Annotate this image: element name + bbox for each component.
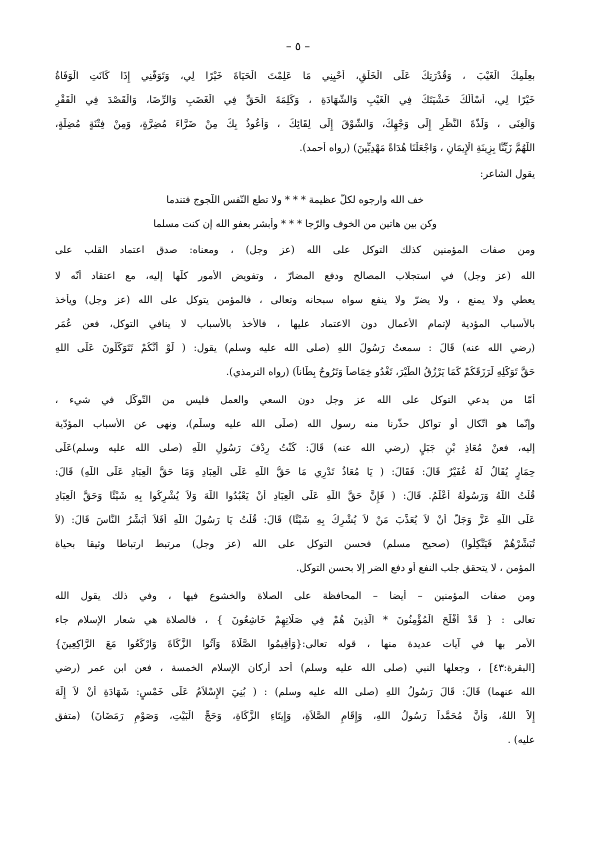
text-line: قُلْتُ اللَّهُ وَرَسُولُهُ أَعْلَمُ. قَالَ: ( فَإِنَّ حَقَّ اللَّهِ عَلَى الْعِبَادِ أَنْ يَعْبُدُوا اللَّهَ وَلاَ يُشْرِكُوا بِهِ شَيْئًا وَحَقَّ الْعِبَادِ [55,491,535,502]
text-line: تعالى : { قَدْ أَفْلَحَ الْمُؤْمِنُونَ * الَّذِينَ هُمْ فِي صَلَاتِهِمْ خَاشِعُونَ } ، فالصلاة هي شعار الإسلام جاء [55,615,535,626]
text-line: الأمر بها في آيات عديدة منها ، قوله تعالى:{وَأَقِيمُوا الصَّلَاةَ وَآتُوا الزَّكَاةَ وَارْكَعُوا مَعَ الرَّاكِعِينَ} [55,639,535,650]
text-line: بعِلْمِكَ الْغَيْبَ ، وَقُدْرَتِكَ عَلَى الْخَلْقِ، أَحْيِنِي مَا عَلِمْتَ الْحَيَاةَ خَيْرًا لِي، وَتَوَفَّنِي إِذَا كَانَتِ الْوَفَاةُ [55,71,535,82]
text-line: عَلَى اللَّهِ عَزَّ وَجَلَّ أَنْ لاَ يُعَذِّبَ مَنْ لاَ يُشْرِكُ بِهِ شَيْئًا) قَالَ: قُلْتُ يَا رَسُولَ اللَّهِ أَفَلاَ أُبَشِّرُ النَّاسَ قَالَ: (لاَ [55,515,535,526]
text-line: وَالْغِنَى ، وَلَذَّةَ النَّظَرِ إِلَى وَجْهِكَ، وَالشَّوْقَ إِلَى لِقَائِكَ ، وَأَعُوذُ بِكَ مِنْ ضَرَّاءَ مُضِرَّةٍ، وَمِنْ فِتْنَةٍ مُضِلَّةٍ، [55,119,535,130]
text-line: ومن صفات المؤمنين – أيضا – المحافظة على الصلاة والخشوع فيها ، وفي ذلك يقول الله [55,591,535,602]
text-line: حَقَّ تَوَكُّلِهِ لَرَزَقَكُمْ كَمَا يَرْزُقُ الطَّيْرَ، تَغْدُو خِمَاصاً وَتَرُوحُ بِطَاناً) (رواه الترمذي). [226,367,535,378]
page-number: – ٥ – [286,40,310,53]
text-line: إليه، فعنْ مُعَاذِ بْنِ جَبَلٍ (رضي الله عنه) قَالَ: كُنْتُ رِدْفَ رَسُولِ اللَّهِ (صلى الله عليه وسلم)عَلَى [55,443,535,454]
text-line: خف الله وارجوه لكلّ عظيمة * * * ولا تطع النّفس اللّجوج فتندما [166,195,424,206]
text-line: وكن بين هاتين من الخوف والرّجا * * * وأبشر بعفو الله إن كنت مسلما [153,219,437,230]
text-line: عليه) . [507,735,535,746]
text-line: بالأسباب المؤدية لإتمام الأعمال دون الاعتماد عليها ، فالأخذ بالأسباب لا ينافي التوكل، فعن عُمَر [55,319,535,330]
text-line: المؤمن ، لا يتحقق جلب النفع أو دفع الضر إلا بحسن التوكل. [296,563,535,574]
text-line: أمّا من يدعي التوكل على الله عز وجل دون السعي والعمل فليس من التّوكّل في شيء ، [55,395,535,406]
text-line: حِمَارٍ يُقَالُ لَهُ عُفَيْرٌ قَالَ: فَقَالَ: ( يَا مُعَاذُ تَدْرِي مَا حَقُّ اللَّهِ عَلَى الْعِبَادِ وَمَا حَقُّ الْعِبَادِ عَلَى اللَّهِ) قَالَ: [55,467,535,478]
text-line: الله (عز وجل) في استجلاب المصالح ودفع المضارّ ، وتفويض الأمور كلّها إليه، مع اعتقاد أنّه لا [55,271,535,282]
text-line: وإنّما هو اتّكال أو تواكل حذّرنا منه رسول الله (صلّى الله عليه وسلّم)، ونهى عن الأسباب المؤدّية [55,419,535,430]
text-line: ومن صفات المؤمنين كذلك التوكل على الله (عز وجل) ، ومعناه: صدق اعتماد القلب على [55,245,535,256]
text-line: الله عنهما) قَالَ: قَالَ رَسُولُ اللهِ (صلى الله عليه وسلم) : ( بُنِيَ الإِسْلاَمُ عَلَى خَمْسٍ: شَهَادَةِ أَنْ لاَ إِلَهَ [55,687,535,698]
text-line: إِلاَّ اللهُ، وَأَنَّ مُحَمَّداً رَسُولُ اللهِ، وَإِقَامِ الصَّلاَةِ، وَإِيتَاءِ الزَّكَاةِ، وَحَجِّ الْبَيْتِ، وَصَوْمِ رَمَضَانَ) (متفق [55,711,535,722]
text-line: يقول الشاعر: [480,169,535,180]
text-line: [البقرة:٤٣] ، وجعلها النبي (صلى الله عليه وسلم) أحد أركان الإسلام الخمسة ، فعن ابن عمر (رضي [55,663,535,674]
text-line: يعطي ولا يمنع ، ولا يضرّ ولا ينفع سواه سبحانه وتعالى ، فالمؤمن يتوكل على الله (عز وجل) ويأخذ [55,295,535,306]
text-line: اللَّهُمَّ زَيِّنَّا بِزِينَةِ الْإِيمَانِ ، وَاجْعَلْنَا هُدَاةً مَهْدِيِّينَ) (رواه أحمد). [299,143,535,154]
text-line: (رضي الله عنه) قَالَ : سمعتُ رَسُولَ اللهِ (صلى الله عليه وسلم) يقول: ( لَوْ أَنَّكُمْ تَتَوَكَّلُونَ عَلَى اللهِ [55,343,535,354]
text-line: خَيْرًا لِي، أَسْأَلُكَ خَشْيَتَكَ فِي الْغَيْبِ وَالشَّهَادَةِ ، وَكَلِمَةَ الْحَقِّ فِي الْغَضَبِ وَالرِّضَا، وَالْقَصْدَ فِي الْفَقْرِ [55,95,535,106]
text-line: تُبَشِّرْهُمْ فَيَتَّكِلُوا) (صحيح مسلم) فحسن التوكل على الله (عز وجل) مرتبط ارتباطا وثيقا بحياة [55,539,535,550]
